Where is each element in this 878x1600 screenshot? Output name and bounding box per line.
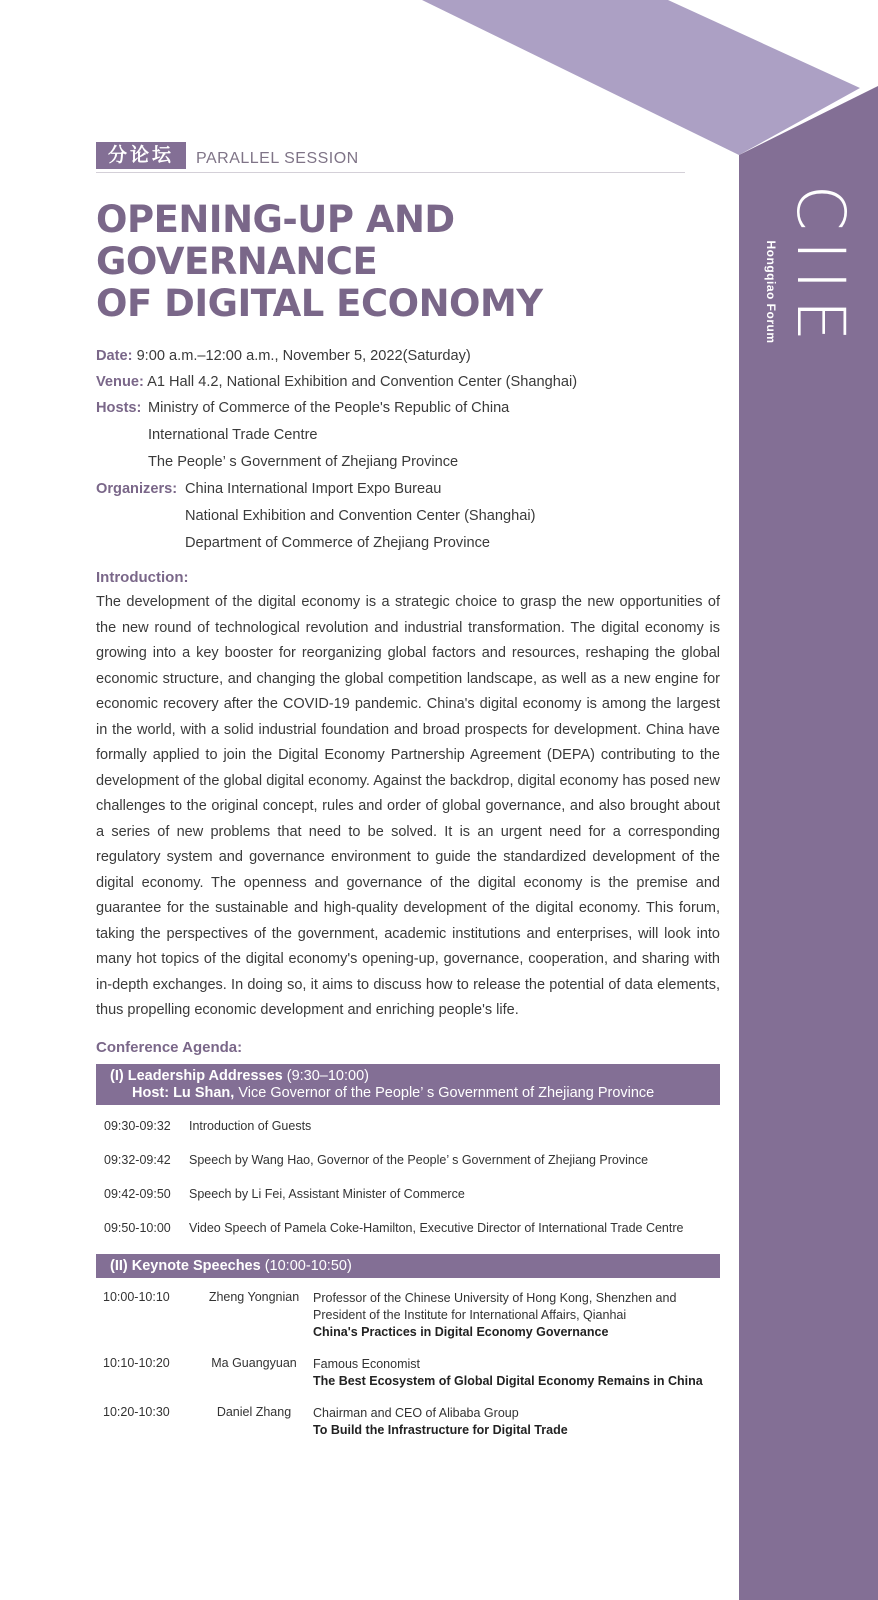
agenda-time: 09:30-09:32 — [104, 1118, 171, 1133]
agenda-time: 09:42-09:50 — [104, 1186, 171, 1201]
organizers-label: Organizers: — [96, 481, 178, 497]
session-header — [96, 140, 685, 173]
agenda-row — [96, 1177, 720, 1211]
host-item: International Trade Centre — [148, 427, 318, 443]
keynote-row — [96, 1405, 720, 1445]
session-en-label: PARALLEL SESSION — [196, 150, 359, 167]
part1-time: (9:30–10:00) — [286, 1067, 369, 1084]
brand-subtitle: Hongqiao Forum — [764, 240, 778, 344]
agenda-time: 09:50-10:00 — [104, 1220, 171, 1235]
agenda-label: Conference Agenda: — [96, 1038, 243, 1056]
venue-line — [96, 369, 720, 395]
agenda-time: 09:32-09:42 — [104, 1152, 171, 1167]
agenda-row — [96, 1211, 720, 1245]
keynote-speaker: Daniel Zhang — [216, 1404, 292, 1419]
date-label: Date: — [96, 348, 133, 364]
title-line: OPENING-UP AND — [96, 198, 455, 241]
agenda-desc: Introduction of Guests — [189, 1118, 312, 1133]
title-line: GOVERNANCE — [96, 240, 378, 283]
organizer-item: Department of Commerce of Zhejiang Province — [185, 535, 490, 551]
keynote-topic: The Best Ecosystem of Global Digital Economy Remains in China — [313, 1373, 703, 1388]
host-item: Ministry of Commerce of the People's Republic of China — [148, 400, 510, 416]
agenda-desc: Speech by Wang Hao, Governor of the People’ s Government of Zhejiang Province — [189, 1152, 649, 1167]
venue-value: A1 Hall 4.2, National Exhibition and Convention Center (Shanghai) — [147, 374, 578, 390]
hosts-label: Hosts: — [96, 400, 142, 416]
part2-title: (II) Keynote Speeches — [110, 1257, 261, 1274]
hosts-list — [148, 395, 509, 476]
organizers-list — [185, 476, 535, 557]
agenda-row — [96, 1109, 720, 1143]
intro-label: Introduction: — [96, 569, 189, 586]
part1-host-desc: Vice Governor of the People’ s Government of Zhejiang Province — [238, 1084, 655, 1101]
organizers-block — [96, 476, 720, 557]
venue-label: Venue: — [96, 374, 144, 390]
session-cn-badge: 分论坛 — [96, 142, 186, 169]
brand-logo: CIIE — [782, 184, 859, 352]
hosts-block — [96, 395, 720, 476]
keynote-row — [96, 1290, 720, 1356]
keynote-row — [96, 1356, 720, 1405]
keynote-role: President of the Institute for International Affairs, Qianhai — [313, 1307, 627, 1322]
keynote-time: 10:00-10:10 — [103, 1289, 170, 1304]
keynote-time: 10:20-10:30 — [103, 1404, 170, 1419]
part2-time: (10:00-10:50) — [264, 1257, 352, 1274]
keynote-details — [313, 1405, 720, 1445]
event-info — [96, 343, 720, 557]
organizer-item: National Exhibition and Convention Center (Shanghai) — [185, 508, 536, 524]
keynote-details — [313, 1290, 720, 1356]
keynote-role: Famous Economist — [313, 1356, 420, 1371]
intro-text: The development of the digital economy is a strategic choice to grasp the new opportunities of the new round of technological revolution and industrial transformation. The digital economy is growing into a key booster for reorganizing global factors and resources, reshaping the global economic structure, and changing the global competition landscape, as well as a new engine for economic recovery after the COVID-19 pandemic. China's digital economy is among the largest in the world, with a solid industrial foundation and broad prospects for development. China have formally applied to join the Digital Economy Partnership Agreement (DEPA) contributing to the development of the global digital economy. Against the backdrop, digital economy has posed new challenges to the original concept, rules and order of global governance, and also brought about a series of new problems that need to be solved. It is an urgent need for a corresponding regulatory system and governance environment to guide the standardized development of the digital economy. The openness and governance of the digital economy is the premise and guarantee for the sustainable and high-quality development of the digital economy. This forum, taking the perspectives of the government, academic institutions and enterprises, will look into many hot topics of the digital economy's opening-up, governance, cooperation, and sharing with in-depth exchanges. In doing so, it aims to discuss how to release the potential of data elements, thus propelling economic development and enriching people's life. — [96, 594, 720, 1018]
date-value: 9:00 a.m.–12:00 a.m., November 5, 2022(Saturday) — [136, 348, 471, 364]
host-item: The People’ s Government of Zhejiang Province — [148, 454, 459, 470]
keynote-role: Chairman and CEO of Alibaba Group — [313, 1405, 519, 1420]
organizer-item: China International Import Expo Bureau — [185, 481, 442, 497]
agenda-part2-header — [96, 1254, 720, 1278]
title-line: OF DIGITAL ECONOMY — [96, 282, 543, 325]
document-content — [96, 140, 720, 1445]
keynote-time: 10:10-10:20 — [103, 1355, 170, 1370]
keynote-topic: China's Practices in Digital Economy Governance — [313, 1324, 609, 1339]
agenda-part1-items — [96, 1105, 720, 1250]
agenda-desc: Video Speech of Pamela Coke-Hamilton, Executive Director of International Trade Centre — [189, 1220, 684, 1235]
keynote-topic: To Build the Infrastructure for Digital Trade — [313, 1422, 568, 1437]
date-line — [96, 343, 720, 369]
agenda-part2-items — [96, 1278, 720, 1445]
agenda-part1-header — [96, 1064, 720, 1105]
page-title — [96, 199, 720, 325]
agenda-row — [96, 1143, 720, 1177]
part1-title: (I) Leadership Addresses — [110, 1067, 283, 1084]
agenda-desc: Speech by Li Fei, Assistant Minister of Commerce — [189, 1186, 465, 1201]
keynote-speaker: Zheng Yongnian — [208, 1289, 300, 1304]
keynote-role: Professor of the Chinese University of Hong Kong, Shenzhen and — [313, 1290, 677, 1305]
keynote-speaker: Ma Guangyuan — [211, 1355, 297, 1370]
part1-host-label: Host: Lu Shan, — [132, 1084, 235, 1101]
keynote-details — [313, 1356, 720, 1405]
